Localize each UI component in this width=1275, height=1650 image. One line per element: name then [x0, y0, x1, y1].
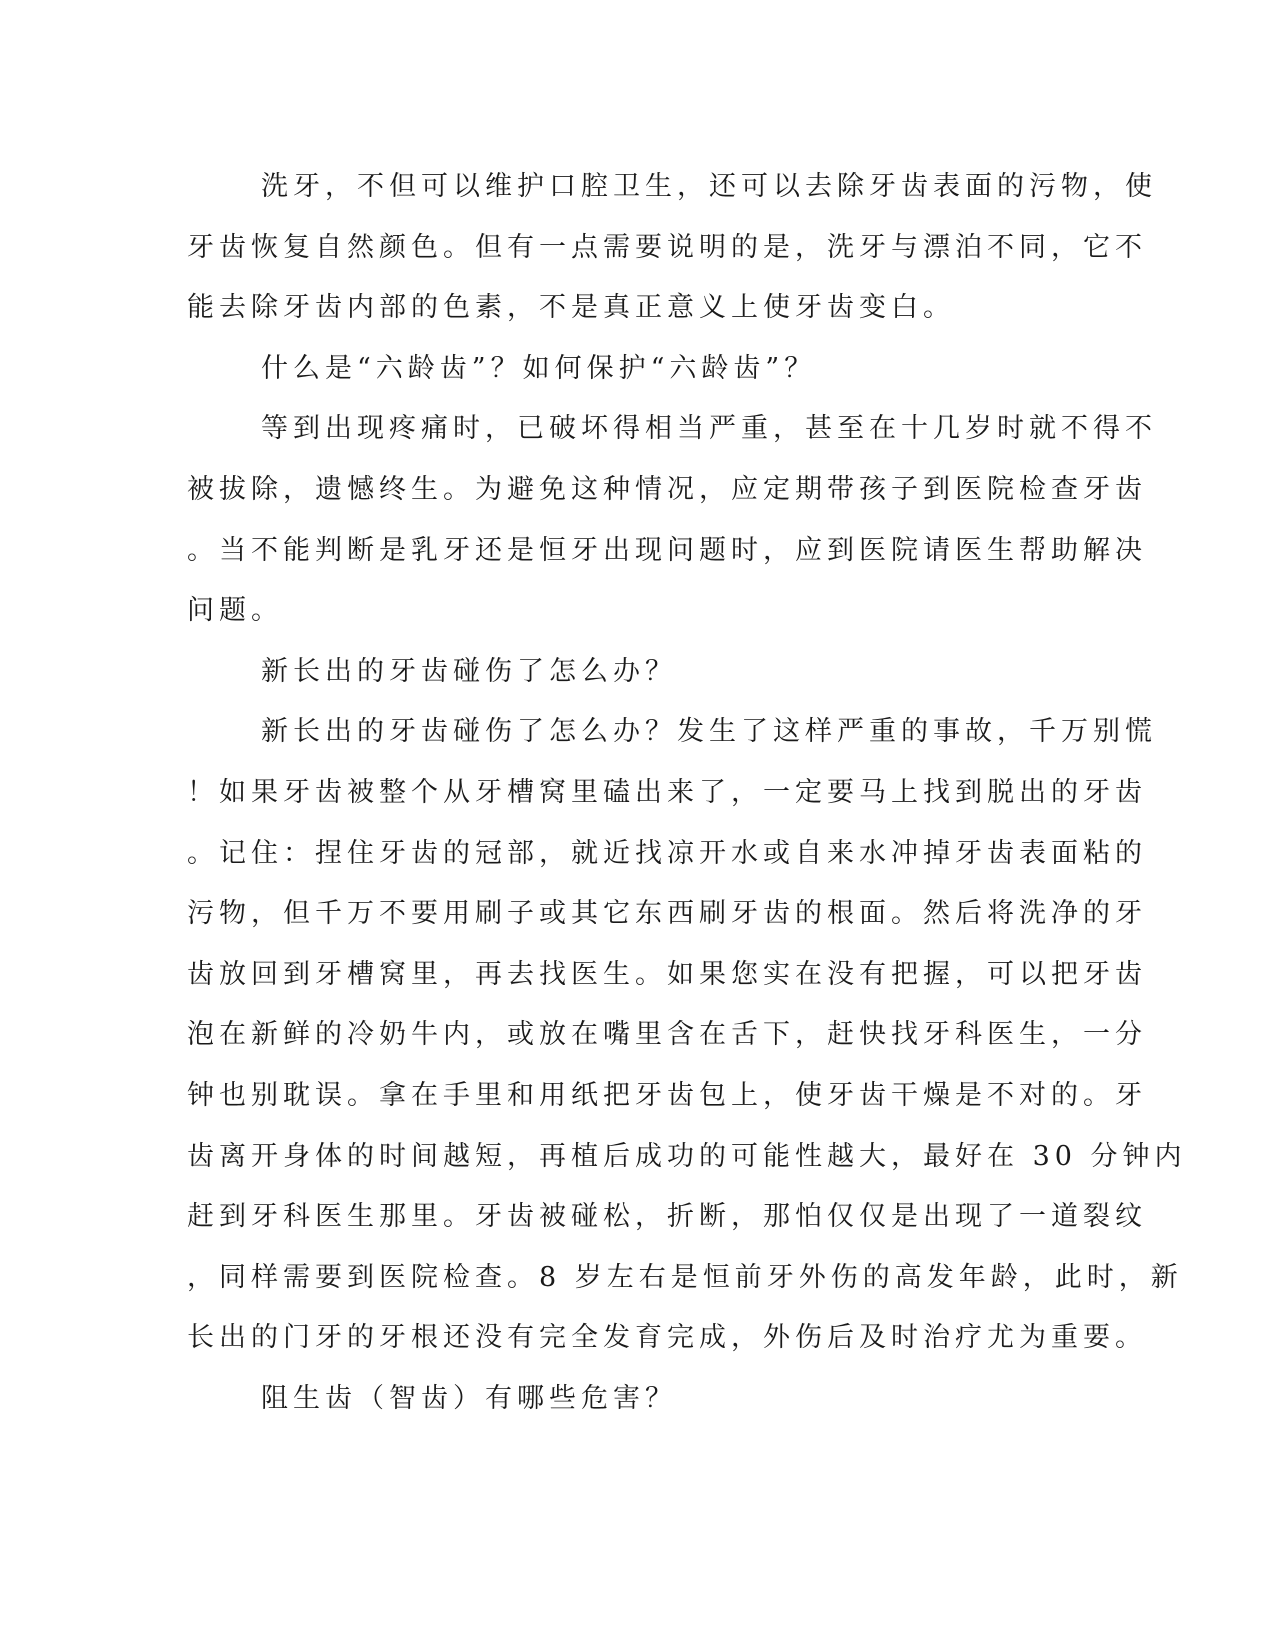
- paragraph-first-line: 新长出的牙齿碰伤了怎么办？发生了这样严重的事故，千万别慌: [261, 716, 1157, 748]
- paragraph-first-line: 等到出现疼痛时，已破坏得相当严重，甚至在十几岁时就不得不: [261, 413, 1157, 445]
- paragraph-line: 能去除牙齿内部的色素，不是真正意义上使牙齿变白。: [187, 292, 955, 324]
- paragraph-first-line: 阻生齿（智齿）有哪些危害？: [261, 1382, 677, 1414]
- paragraph-line: 问题。: [187, 595, 283, 627]
- document-body: [187, 157, 1187, 1429]
- paragraph-line: 赶到牙科医生那里。牙齿被碰松，折断，那怕仅仅是出现了一道裂纹: [187, 1201, 1147, 1233]
- paragraph-line: 被拔除，遗憾终生。为避免这种情况，应定期带孩子到医院检查牙齿: [187, 473, 1147, 505]
- paragraph-line: 齿放回到牙槽窝里，再去找医生。如果您实在没有把握，可以把牙齿: [187, 958, 1147, 990]
- paragraph-line: 。记住：捏住牙齿的冠部，就近找凉开水或自来水冲掉牙齿表面粘的: [187, 837, 1147, 869]
- paragraph-line: 齿离开身体的时间越短，再植后成功的可能性越大，最好在 30 分钟内: [187, 1140, 1187, 1172]
- paragraph-line: 。当不能判断是乳牙还是恒牙出现问题时，应到医院请医生帮助解决: [187, 534, 1147, 566]
- paragraph-first-line: 新长出的牙齿碰伤了怎么办？: [261, 655, 677, 687]
- paragraph-line: 长出的门牙的牙根还没有完全发育完成，外伤后及时治疗尤为重要。: [187, 1322, 1147, 1354]
- paragraph-first-line: 什么是“六龄齿”？如何保护“六龄齿”？: [261, 352, 817, 384]
- paragraph-line: 污物，但千万不要用刷子或其它东西刷牙齿的根面。然后将洗净的牙: [187, 898, 1147, 930]
- paragraph-line: 泡在新鲜的冷奶牛内，或放在嘴里含在舌下，赶快找牙科医生，一分: [187, 1019, 1147, 1051]
- paragraph-line: 钟也别耽误。拿在手里和用纸把牙齿包上，使牙齿干燥是不对的。牙: [187, 1079, 1147, 1111]
- paragraph-line: 牙齿恢复自然颜色。但有一点需要说明的是，洗牙与漂泊不同，它不: [187, 231, 1147, 263]
- paragraph-line: ，同样需要到医院检查。8 岁左右是恒前牙外伤的高发年龄，此时，新: [187, 1261, 1183, 1293]
- paragraph-line: ！如果牙齿被整个从牙槽窝里磕出来了，一定要马上找到脱出的牙齿: [187, 776, 1147, 808]
- paragraph-first-line: 洗牙，不但可以维护口腔卫生，还可以去除牙齿表面的污物，使: [261, 171, 1157, 202]
